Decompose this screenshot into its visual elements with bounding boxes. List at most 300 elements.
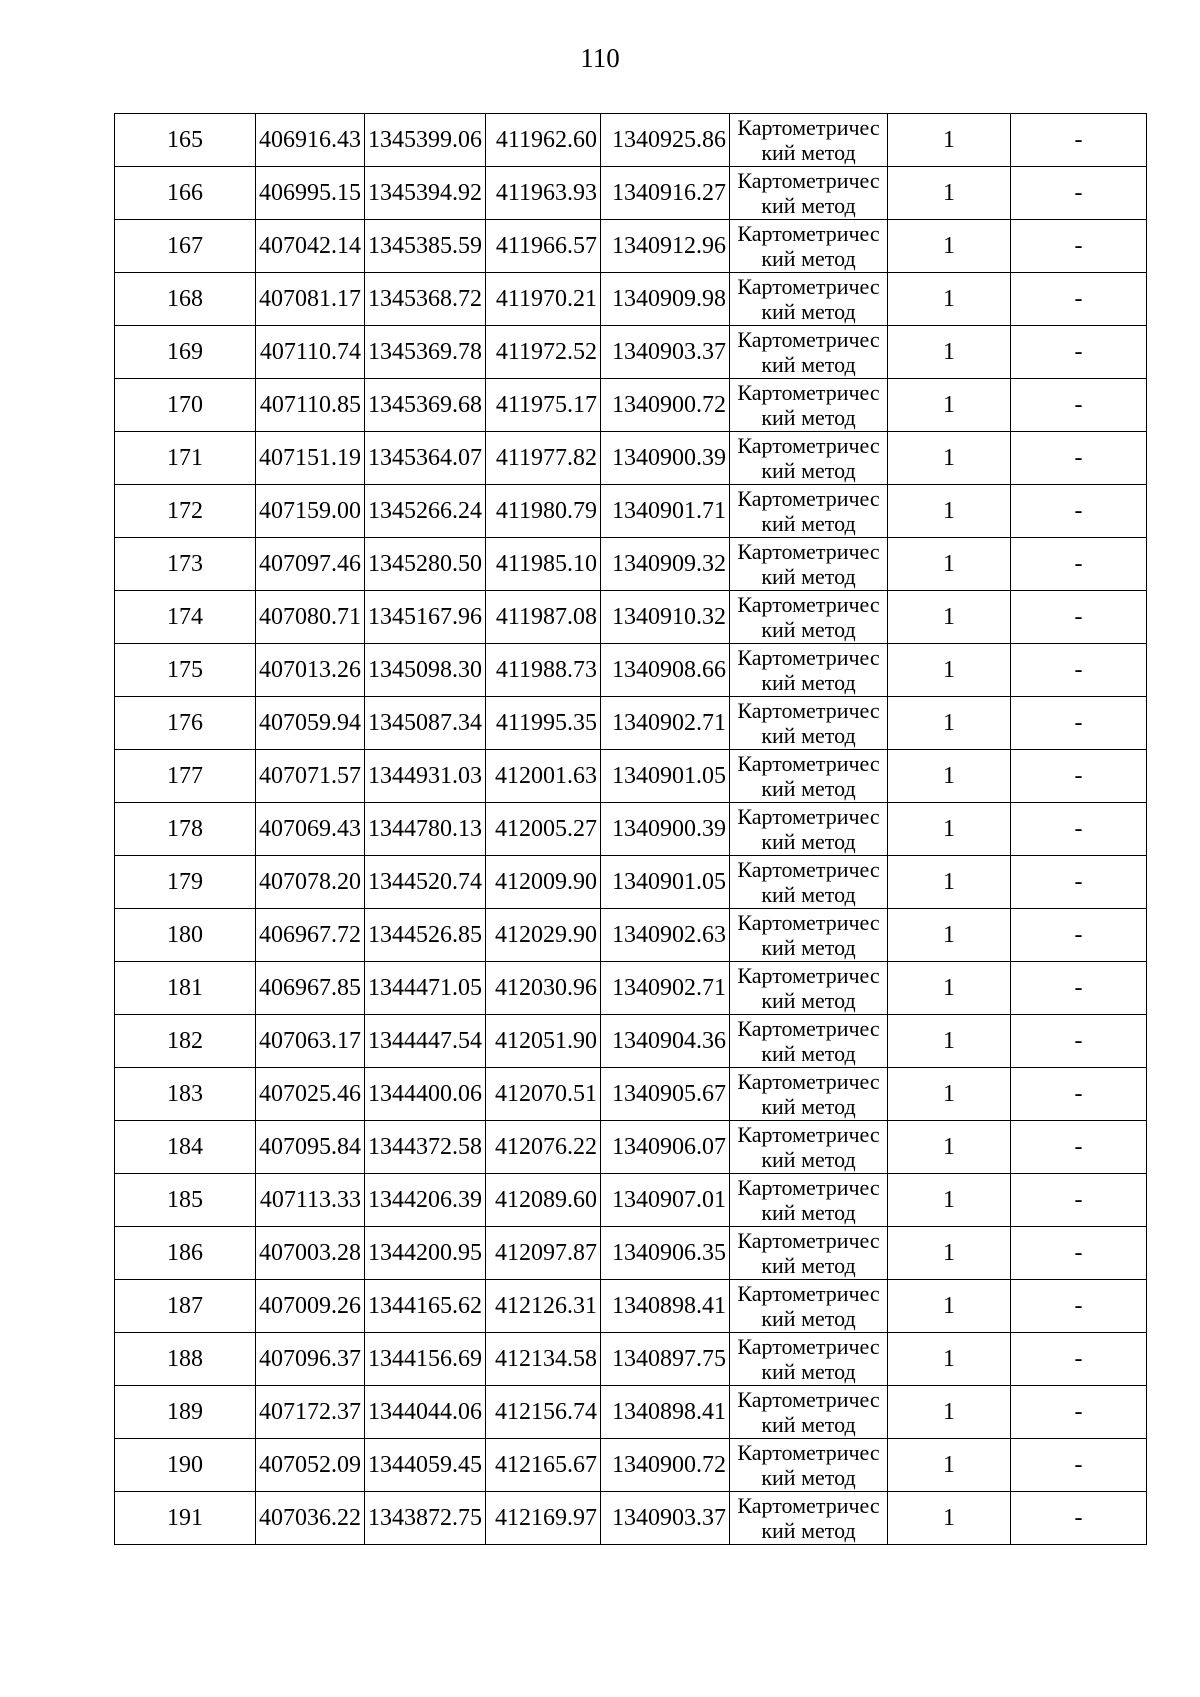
note-cell: - xyxy=(1011,1333,1147,1386)
note-cell: - xyxy=(1011,750,1147,803)
point-number-cell: 178 xyxy=(115,803,256,856)
point-number-cell: 188 xyxy=(115,1333,256,1386)
x2-cell: 411975.17 xyxy=(486,379,601,432)
method-line: Картометричес xyxy=(737,1387,880,1412)
accuracy-cell: 1 xyxy=(888,909,1011,962)
accuracy-cell: 1 xyxy=(888,644,1011,697)
method-line: кий метод xyxy=(761,1465,856,1490)
method-line: Картометричес xyxy=(737,327,880,352)
note-cell: - xyxy=(1011,379,1147,432)
method-line: Картометричес xyxy=(737,221,880,246)
y1-cell: 1344372.58 xyxy=(365,1121,486,1174)
table-row xyxy=(115,1333,1147,1386)
accuracy-cell: 1 xyxy=(888,1227,1011,1280)
point-number-cell: 191 xyxy=(115,1492,256,1545)
accuracy-cell: 1 xyxy=(888,538,1011,591)
y2-cell: 1340910.32 xyxy=(601,591,730,644)
method-line: кий метод xyxy=(761,1359,856,1384)
method-line: Картометричес xyxy=(737,1016,880,1041)
method-cell xyxy=(730,220,888,273)
table-row xyxy=(115,379,1147,432)
table-row xyxy=(115,220,1147,273)
x2-cell: 411995.35 xyxy=(486,697,601,750)
point-number-cell: 184 xyxy=(115,1121,256,1174)
accuracy-cell: 1 xyxy=(888,432,1011,485)
table-row xyxy=(115,697,1147,750)
x1-cell: 407003.28 xyxy=(256,1227,365,1280)
method-line: кий метод xyxy=(761,988,856,1013)
x2-cell: 412051.90 xyxy=(486,1015,601,1068)
table-row xyxy=(115,1121,1147,1174)
table-row xyxy=(115,1227,1147,1280)
table-row xyxy=(115,1174,1147,1227)
note-cell: - xyxy=(1011,1386,1147,1439)
method-line: Картометричес xyxy=(737,751,880,776)
x2-cell: 412030.96 xyxy=(486,962,601,1015)
method-cell xyxy=(730,644,888,697)
method-cell xyxy=(730,432,888,485)
note-cell: - xyxy=(1011,273,1147,326)
method-line: кий метод xyxy=(761,1041,856,1066)
y1-cell: 1344520.74 xyxy=(365,856,486,909)
x1-cell: 407063.17 xyxy=(256,1015,365,1068)
coordinates-table xyxy=(114,113,1147,1545)
note-cell: - xyxy=(1011,114,1147,167)
method-line: Картометричес xyxy=(737,168,880,193)
y1-cell: 1344156.69 xyxy=(365,1333,486,1386)
method-cell xyxy=(730,485,888,538)
method-cell xyxy=(730,1386,888,1439)
method-line: Картометричес xyxy=(737,1122,880,1147)
x2-cell: 412156.74 xyxy=(486,1386,601,1439)
method-line: Картометричес xyxy=(737,645,880,670)
method-line: Картометричес xyxy=(737,433,880,458)
method-line: Картометричес xyxy=(737,539,880,564)
y1-cell: 1345385.59 xyxy=(365,220,486,273)
point-number-cell: 182 xyxy=(115,1015,256,1068)
table-row xyxy=(115,1439,1147,1492)
table-row xyxy=(115,856,1147,909)
x1-cell: 407036.22 xyxy=(256,1492,365,1545)
point-number-cell: 185 xyxy=(115,1174,256,1227)
note-cell: - xyxy=(1011,644,1147,697)
method-line: Картометричес xyxy=(737,380,880,405)
method-line: кий метод xyxy=(761,1253,856,1278)
method-line: Картометричес xyxy=(737,1440,880,1465)
note-cell: - xyxy=(1011,856,1147,909)
note-cell: - xyxy=(1011,1439,1147,1492)
x2-cell: 411985.10 xyxy=(486,538,601,591)
y2-cell: 1340901.05 xyxy=(601,856,730,909)
method-line: кий метод xyxy=(761,246,856,271)
x2-cell: 412009.90 xyxy=(486,856,601,909)
point-number-cell: 187 xyxy=(115,1280,256,1333)
point-number-cell: 167 xyxy=(115,220,256,273)
method-line: Картометричес xyxy=(737,1228,880,1253)
table-row xyxy=(115,432,1147,485)
method-cell xyxy=(730,1068,888,1121)
method-line: Картометричес xyxy=(737,1334,880,1359)
method-line: Картометричес xyxy=(737,963,880,988)
method-line: Картометричес xyxy=(737,486,880,511)
method-line: Картометричес xyxy=(737,1069,880,1094)
method-line: кий метод xyxy=(761,617,856,642)
table-row xyxy=(115,909,1147,962)
method-cell xyxy=(730,1121,888,1174)
method-line: Картометричес xyxy=(737,115,880,140)
note-cell: - xyxy=(1011,326,1147,379)
x1-cell: 407096.37 xyxy=(256,1333,365,1386)
x1-cell: 407110.74 xyxy=(256,326,365,379)
x2-cell: 412089.60 xyxy=(486,1174,601,1227)
note-cell: - xyxy=(1011,591,1147,644)
y1-cell: 1345369.78 xyxy=(365,326,486,379)
y2-cell: 1340898.41 xyxy=(601,1280,730,1333)
method-line: кий метод xyxy=(761,1200,856,1225)
note-cell: - xyxy=(1011,432,1147,485)
point-number-cell: 175 xyxy=(115,644,256,697)
method-line: кий метод xyxy=(761,1306,856,1331)
y1-cell: 1343872.75 xyxy=(365,1492,486,1545)
method-cell xyxy=(730,1015,888,1068)
accuracy-cell: 1 xyxy=(888,1174,1011,1227)
accuracy-cell: 1 xyxy=(888,273,1011,326)
method-cell xyxy=(730,1492,888,1545)
x1-cell: 407071.57 xyxy=(256,750,365,803)
y1-cell: 1345394.92 xyxy=(365,167,486,220)
note-cell: - xyxy=(1011,1492,1147,1545)
accuracy-cell: 1 xyxy=(888,803,1011,856)
y2-cell: 1340905.67 xyxy=(601,1068,730,1121)
method-cell xyxy=(730,273,888,326)
y2-cell: 1340902.63 xyxy=(601,909,730,962)
y2-cell: 1340902.71 xyxy=(601,962,730,1015)
method-cell xyxy=(730,909,888,962)
point-number-cell: 168 xyxy=(115,273,256,326)
note-cell: - xyxy=(1011,962,1147,1015)
y1-cell: 1345364.07 xyxy=(365,432,486,485)
y1-cell: 1345368.72 xyxy=(365,273,486,326)
x2-cell: 411972.52 xyxy=(486,326,601,379)
x2-cell: 411987.08 xyxy=(486,591,601,644)
accuracy-cell: 1 xyxy=(888,697,1011,750)
table-row xyxy=(115,485,1147,538)
x2-cell: 411988.73 xyxy=(486,644,601,697)
table-row xyxy=(115,1068,1147,1121)
note-cell: - xyxy=(1011,803,1147,856)
accuracy-cell: 1 xyxy=(888,1280,1011,1333)
method-cell xyxy=(730,167,888,220)
method-cell xyxy=(730,697,888,750)
note-cell: - xyxy=(1011,1121,1147,1174)
x2-cell: 412001.63 xyxy=(486,750,601,803)
table-row xyxy=(115,1492,1147,1545)
accuracy-cell: 1 xyxy=(888,591,1011,644)
y2-cell: 1340901.05 xyxy=(601,750,730,803)
method-line: кий метод xyxy=(761,299,856,324)
method-cell xyxy=(730,326,888,379)
y1-cell: 1344200.95 xyxy=(365,1227,486,1280)
table-body xyxy=(115,114,1147,1545)
x2-cell: 412169.97 xyxy=(486,1492,601,1545)
note-cell: - xyxy=(1011,538,1147,591)
y1-cell: 1345167.96 xyxy=(365,591,486,644)
method-cell xyxy=(730,1174,888,1227)
y1-cell: 1344044.06 xyxy=(365,1386,486,1439)
method-line: Картометричес xyxy=(737,1281,880,1306)
y1-cell: 1345280.50 xyxy=(365,538,486,591)
y1-cell: 1344400.06 xyxy=(365,1068,486,1121)
y1-cell: 1344471.05 xyxy=(365,962,486,1015)
y2-cell: 1340909.32 xyxy=(601,538,730,591)
y2-cell: 1340909.98 xyxy=(601,273,730,326)
accuracy-cell: 1 xyxy=(888,485,1011,538)
note-cell: - xyxy=(1011,1068,1147,1121)
y1-cell: 1344059.45 xyxy=(365,1439,486,1492)
table-row xyxy=(115,803,1147,856)
table-row xyxy=(115,273,1147,326)
method-cell xyxy=(730,1333,888,1386)
x1-cell: 407110.85 xyxy=(256,379,365,432)
x2-cell: 412076.22 xyxy=(486,1121,601,1174)
y1-cell: 1345087.34 xyxy=(365,697,486,750)
y1-cell: 1344780.13 xyxy=(365,803,486,856)
method-line: Картометричес xyxy=(737,274,880,299)
y2-cell: 1340907.01 xyxy=(601,1174,730,1227)
accuracy-cell: 1 xyxy=(888,962,1011,1015)
table-row xyxy=(115,326,1147,379)
note-cell: - xyxy=(1011,1015,1147,1068)
y1-cell: 1345399.06 xyxy=(365,114,486,167)
method-line: Картометричес xyxy=(737,910,880,935)
accuracy-cell: 1 xyxy=(888,856,1011,909)
x2-cell: 412097.87 xyxy=(486,1227,601,1280)
x1-cell: 407113.33 xyxy=(256,1174,365,1227)
y1-cell: 1344447.54 xyxy=(365,1015,486,1068)
note-cell: - xyxy=(1011,167,1147,220)
table-row xyxy=(115,114,1147,167)
method-cell xyxy=(730,538,888,591)
y2-cell: 1340898.41 xyxy=(601,1386,730,1439)
x1-cell: 406967.72 xyxy=(256,909,365,962)
y2-cell: 1340906.07 xyxy=(601,1121,730,1174)
x1-cell: 407069.43 xyxy=(256,803,365,856)
method-cell xyxy=(730,962,888,1015)
table-row xyxy=(115,962,1147,1015)
x2-cell: 412070.51 xyxy=(486,1068,601,1121)
method-cell xyxy=(730,114,888,167)
accuracy-cell: 1 xyxy=(888,167,1011,220)
x1-cell: 407059.94 xyxy=(256,697,365,750)
table-row xyxy=(115,1386,1147,1439)
note-cell: - xyxy=(1011,1174,1147,1227)
method-line: кий метод xyxy=(761,776,856,801)
y2-cell: 1340908.66 xyxy=(601,644,730,697)
table-row xyxy=(115,750,1147,803)
accuracy-cell: 1 xyxy=(888,1492,1011,1545)
y2-cell: 1340903.37 xyxy=(601,1492,730,1545)
method-cell xyxy=(730,591,888,644)
y2-cell: 1340902.71 xyxy=(601,697,730,750)
point-number-cell: 190 xyxy=(115,1439,256,1492)
point-number-cell: 186 xyxy=(115,1227,256,1280)
method-line: Картометричес xyxy=(737,592,880,617)
point-number-cell: 166 xyxy=(115,167,256,220)
point-number-cell: 169 xyxy=(115,326,256,379)
accuracy-cell: 1 xyxy=(888,1121,1011,1174)
note-cell: - xyxy=(1011,485,1147,538)
y1-cell: 1345266.24 xyxy=(365,485,486,538)
y2-cell: 1340900.72 xyxy=(601,1439,730,1492)
y2-cell: 1340912.96 xyxy=(601,220,730,273)
point-number-cell: 171 xyxy=(115,432,256,485)
method-line: кий метод xyxy=(761,1518,856,1543)
x1-cell: 407013.26 xyxy=(256,644,365,697)
x1-cell: 407151.19 xyxy=(256,432,365,485)
method-line: кий метод xyxy=(761,829,856,854)
y1-cell: 1344206.39 xyxy=(365,1174,486,1227)
x1-cell: 407081.17 xyxy=(256,273,365,326)
method-cell xyxy=(730,856,888,909)
method-line: кий метод xyxy=(761,564,856,589)
x2-cell: 411966.57 xyxy=(486,220,601,273)
point-number-cell: 174 xyxy=(115,591,256,644)
method-cell xyxy=(730,803,888,856)
x1-cell: 407078.20 xyxy=(256,856,365,909)
y1-cell: 1344931.03 xyxy=(365,750,486,803)
point-number-cell: 176 xyxy=(115,697,256,750)
point-number-cell: 170 xyxy=(115,379,256,432)
method-cell xyxy=(730,1439,888,1492)
method-line: Картометричес xyxy=(737,804,880,829)
method-line: кий метод xyxy=(761,1094,856,1119)
point-number-cell: 181 xyxy=(115,962,256,1015)
point-number-cell: 189 xyxy=(115,1386,256,1439)
x1-cell: 406967.85 xyxy=(256,962,365,1015)
method-line: Картометричес xyxy=(737,1493,880,1518)
x1-cell: 406995.15 xyxy=(256,167,365,220)
note-cell: - xyxy=(1011,1227,1147,1280)
note-cell: - xyxy=(1011,220,1147,273)
x1-cell: 407095.84 xyxy=(256,1121,365,1174)
method-line: кий метод xyxy=(761,405,856,430)
table-row xyxy=(115,644,1147,697)
method-cell xyxy=(730,1227,888,1280)
accuracy-cell: 1 xyxy=(888,114,1011,167)
x2-cell: 412005.27 xyxy=(486,803,601,856)
method-line: Картометричес xyxy=(737,1175,880,1200)
x2-cell: 412126.31 xyxy=(486,1280,601,1333)
accuracy-cell: 1 xyxy=(888,220,1011,273)
point-number-cell: 165 xyxy=(115,114,256,167)
x2-cell: 411980.79 xyxy=(486,485,601,538)
y2-cell: 1340897.75 xyxy=(601,1333,730,1386)
accuracy-cell: 1 xyxy=(888,326,1011,379)
accuracy-cell: 1 xyxy=(888,1015,1011,1068)
point-number-cell: 173 xyxy=(115,538,256,591)
point-number-cell: 177 xyxy=(115,750,256,803)
accuracy-cell: 1 xyxy=(888,750,1011,803)
method-line: кий метод xyxy=(761,670,856,695)
x2-cell: 411970.21 xyxy=(486,273,601,326)
x1-cell: 407172.37 xyxy=(256,1386,365,1439)
method-cell xyxy=(730,1280,888,1333)
x2-cell: 411977.82 xyxy=(486,432,601,485)
method-line: кий метод xyxy=(761,193,856,218)
x1-cell: 406916.43 xyxy=(256,114,365,167)
x2-cell: 412134.58 xyxy=(486,1333,601,1386)
method-line: кий метод xyxy=(761,935,856,960)
method-cell xyxy=(730,750,888,803)
x2-cell: 412165.67 xyxy=(486,1439,601,1492)
table-row xyxy=(115,167,1147,220)
y2-cell: 1340901.71 xyxy=(601,485,730,538)
method-line: Картометричес xyxy=(737,857,880,882)
point-number-cell: 172 xyxy=(115,485,256,538)
table-row xyxy=(115,591,1147,644)
table-row xyxy=(115,1015,1147,1068)
method-line: кий метод xyxy=(761,1412,856,1437)
accuracy-cell: 1 xyxy=(888,1068,1011,1121)
method-line: кий метод xyxy=(761,723,856,748)
table-row xyxy=(115,1280,1147,1333)
accuracy-cell: 1 xyxy=(888,1386,1011,1439)
accuracy-cell: 1 xyxy=(888,1333,1011,1386)
method-line: кий метод xyxy=(761,352,856,377)
point-number-cell: 179 xyxy=(115,856,256,909)
method-cell xyxy=(730,379,888,432)
note-cell: - xyxy=(1011,1280,1147,1333)
method-line: кий метод xyxy=(761,140,856,165)
page-number: 110 xyxy=(580,43,620,73)
x1-cell: 407159.00 xyxy=(256,485,365,538)
method-line: кий метод xyxy=(761,511,856,536)
x2-cell: 411962.60 xyxy=(486,114,601,167)
method-line: кий метод xyxy=(761,882,856,907)
x1-cell: 407052.09 xyxy=(256,1439,365,1492)
y2-cell: 1340900.72 xyxy=(601,379,730,432)
y2-cell: 1340900.39 xyxy=(601,803,730,856)
y2-cell: 1340903.37 xyxy=(601,326,730,379)
y2-cell: 1340900.39 xyxy=(601,432,730,485)
y1-cell: 1344526.85 xyxy=(365,909,486,962)
x2-cell: 411963.93 xyxy=(486,167,601,220)
method-line: кий метод xyxy=(761,1147,856,1172)
x1-cell: 407080.71 xyxy=(256,591,365,644)
note-cell: - xyxy=(1011,697,1147,750)
y2-cell: 1340916.27 xyxy=(601,167,730,220)
accuracy-cell: 1 xyxy=(888,379,1011,432)
accuracy-cell: 1 xyxy=(888,1439,1011,1492)
y1-cell: 1345369.68 xyxy=(365,379,486,432)
point-number-cell: 180 xyxy=(115,909,256,962)
x1-cell: 407097.46 xyxy=(256,538,365,591)
y2-cell: 1340925.86 xyxy=(601,114,730,167)
x2-cell: 412029.90 xyxy=(486,909,601,962)
method-line: кий метод xyxy=(761,458,856,483)
y2-cell: 1340906.35 xyxy=(601,1227,730,1280)
y1-cell: 1345098.30 xyxy=(365,644,486,697)
note-cell: - xyxy=(1011,909,1147,962)
x1-cell: 407042.14 xyxy=(256,220,365,273)
x1-cell: 407009.26 xyxy=(256,1280,365,1333)
point-number-cell: 183 xyxy=(115,1068,256,1121)
x1-cell: 407025.46 xyxy=(256,1068,365,1121)
method-line: Картометричес xyxy=(737,698,880,723)
table-row xyxy=(115,538,1147,591)
y1-cell: 1344165.62 xyxy=(365,1280,486,1333)
y2-cell: 1340904.36 xyxy=(601,1015,730,1068)
